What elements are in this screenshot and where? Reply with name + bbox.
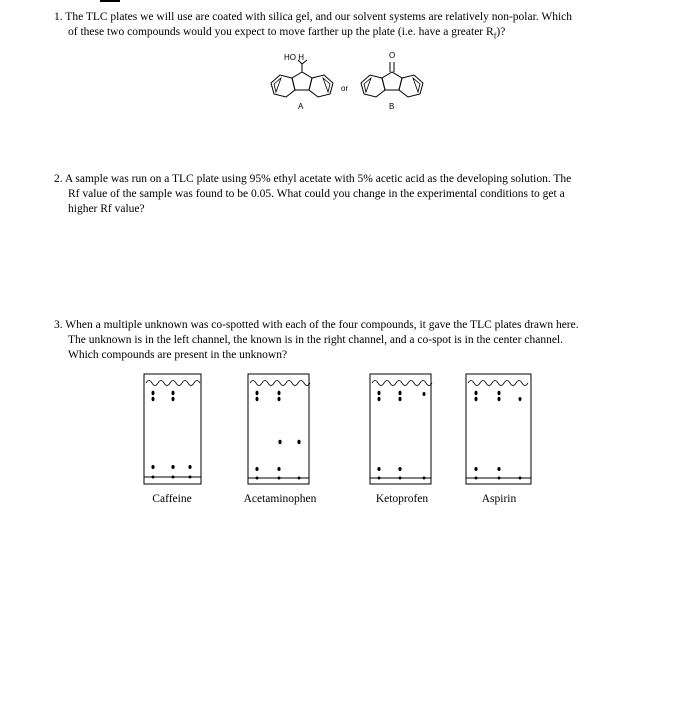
question-2-line-1: 2. A sample was run on a TLC plate using 95% ethyl acetate with 5% acetic acid as the developing solution. The xyxy=(54,173,572,185)
question-2 xyxy=(54,172,654,217)
structure-a xyxy=(262,50,342,115)
plate-label-ketoprofen: Ketoprofen xyxy=(375,493,429,505)
rf-subscript: f xyxy=(493,31,497,41)
question-3 xyxy=(54,318,654,363)
tlc-plate-ketoprofen xyxy=(369,373,433,485)
tlc-plate-acetaminophen xyxy=(247,373,311,485)
structure-a-label: A xyxy=(298,102,304,111)
tlc-plate-aspirin xyxy=(465,373,533,485)
page-fragment-mark xyxy=(100,0,120,2)
question-3-line-2: The unknown is in the left channel, the known is in the right channel, and a co-spot is in the center channel. xyxy=(68,334,563,346)
tlc-plate-caffeine xyxy=(143,373,203,485)
plate-label-aspirin: Aspirin xyxy=(481,493,517,505)
structure-b-substituent: O xyxy=(389,51,396,60)
structure-b-label: B xyxy=(389,102,395,111)
plate-label-acetaminophen: Acetaminophen xyxy=(243,493,317,505)
structure-a-substituent: HO H xyxy=(284,53,304,62)
question-2-line-2: Rf value of the sample was found to be 0.05. What could you change in the experimental conditions to get a xyxy=(68,188,565,200)
question-2-line-3: higher Rf value? xyxy=(68,203,145,215)
structure-b xyxy=(352,50,432,115)
question-1 xyxy=(54,10,654,43)
question-1-line-2-text: of these two compounds would you expect to move farther up the plate (i.e. have a greater R xyxy=(68,26,494,38)
question-1-line-2-end: )? xyxy=(496,26,506,38)
question-3-line-3: Which compounds are present in the unknown? xyxy=(68,349,288,361)
plate-label-caffeine: Caffeine xyxy=(152,493,192,505)
or-connector: or xyxy=(341,84,349,93)
question-1-line-1: 1. The TLC plates we will use are coated with silica gel, and our solvent systems are relatively non-polar. Which xyxy=(54,11,572,23)
question-1-line-2 xyxy=(54,25,654,43)
question-3-line-1: 3. When a multiple unknown was co-spotted with each of the four compounds, it gave the TLC plates drawn here. xyxy=(54,319,579,331)
